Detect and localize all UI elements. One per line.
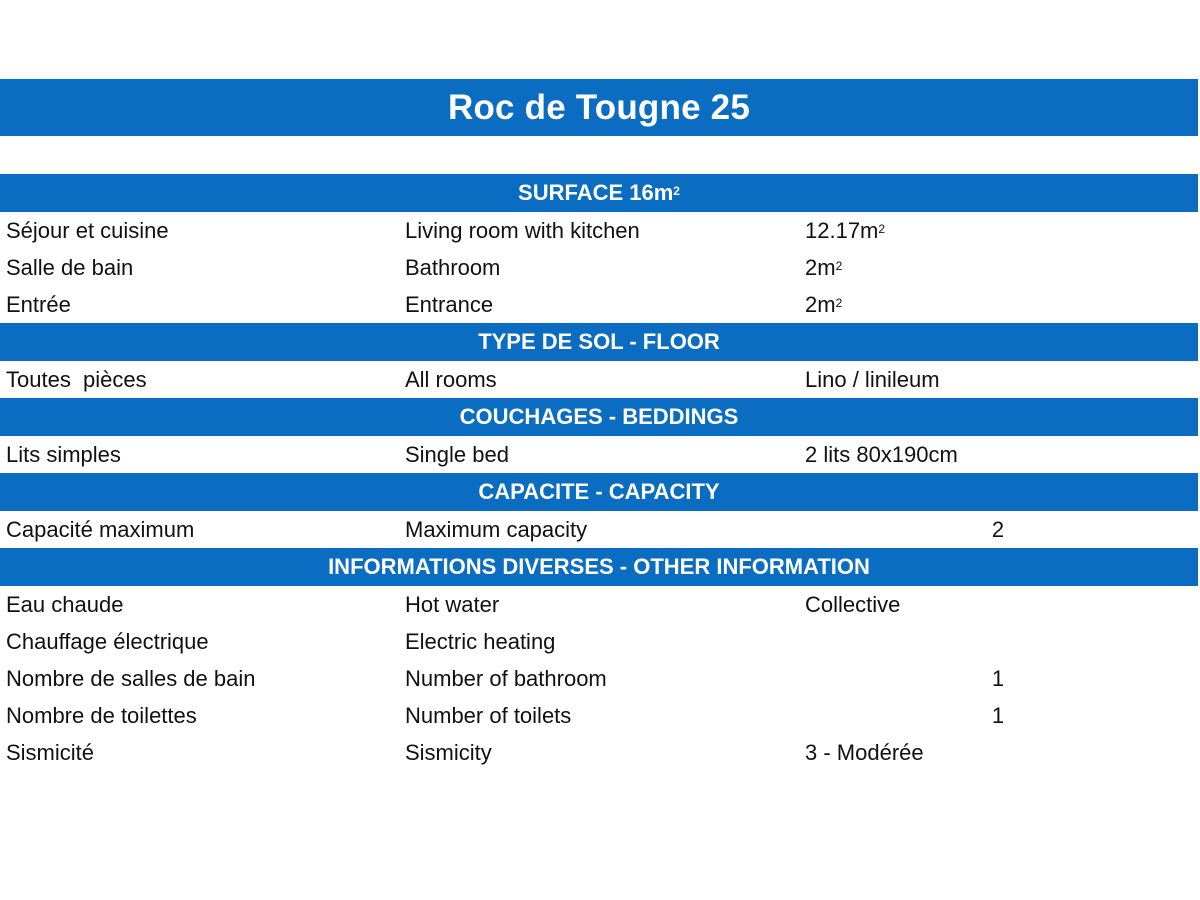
section-header-other-information: INFORMATIONS DIVERSES - OTHER INFORMATION (0, 548, 1198, 586)
cell-number: 1 (991, 665, 1005, 691)
document-title: Roc de Tougne 25 (0, 79, 1198, 136)
cell-french: Sismicité (6, 739, 95, 765)
cell-french: Toutes pièces (6, 366, 147, 392)
section-header-beddings: COUCHAGES - BEDDINGS (0, 398, 1198, 436)
cell-french: Chauffage électrique (6, 628, 209, 654)
table-row (0, 249, 1198, 286)
cell-number: 2 (991, 516, 1005, 542)
table-row (0, 586, 1198, 623)
cell-value: 3 - Modérée (805, 739, 924, 765)
table-row (0, 212, 1198, 249)
cell-english: Living room with kitchen (405, 217, 640, 243)
table-row (0, 286, 1198, 323)
section-header-capacity: CAPACITE - CAPACITY (0, 473, 1198, 511)
cell-french: Nombre de salles de bain (6, 665, 256, 691)
cell-french: Séjour et cuisine (6, 217, 169, 243)
cell-english: Single bed (405, 441, 509, 467)
cell-french: Eau chaude (6, 591, 124, 617)
cell-english: Sismicity (405, 739, 492, 765)
section-header-label: SURFACE 16m (518, 180, 674, 205)
cell-french: Nombre de toilettes (6, 702, 197, 728)
cell-english: Hot water (405, 591, 500, 617)
table-row (0, 734, 1198, 771)
cell-french: Lits simples (6, 441, 121, 467)
cell-french: Salle de bain (6, 254, 134, 280)
cell-english: Number of bathroom (405, 665, 607, 691)
cell-french: Capacité maximum (6, 516, 195, 542)
section-header-surface: SURFACE 16m $^2$ (0, 174, 1198, 212)
table-row (0, 436, 1198, 473)
cell-value: 2m $^2$ (805, 254, 843, 280)
table-row (0, 511, 1198, 548)
cell-french: Entrée (6, 291, 71, 317)
cell-value: 2m $^2$ (805, 291, 843, 317)
table-row (0, 660, 1198, 697)
section-header-floor: TYPE DE SOL - FLOOR (0, 323, 1198, 361)
cell-number: 1 (991, 702, 1005, 728)
cell-value: Collective (805, 591, 901, 617)
value-text: 2m (805, 291, 836, 317)
value-text: 12.17m (805, 217, 879, 243)
cell-english: Bathroom (405, 254, 501, 280)
cell-english: Entrance (405, 291, 494, 317)
table-row (0, 623, 1198, 660)
table-row (0, 361, 1198, 398)
table-row (0, 697, 1198, 734)
cell-english: All rooms (405, 366, 497, 392)
cell-value: 2 lits 80x190cm (805, 441, 958, 467)
cell-value: 12.17m $^2$ (805, 217, 886, 243)
info-table (0, 174, 1198, 771)
cell-english: Electric heating (405, 628, 556, 654)
cell-value: Lino / linileum (805, 366, 940, 392)
value-text: 2m (805, 254, 836, 280)
cell-english: Maximum capacity (405, 516, 588, 542)
cell-english: Number of toilets (405, 702, 572, 728)
